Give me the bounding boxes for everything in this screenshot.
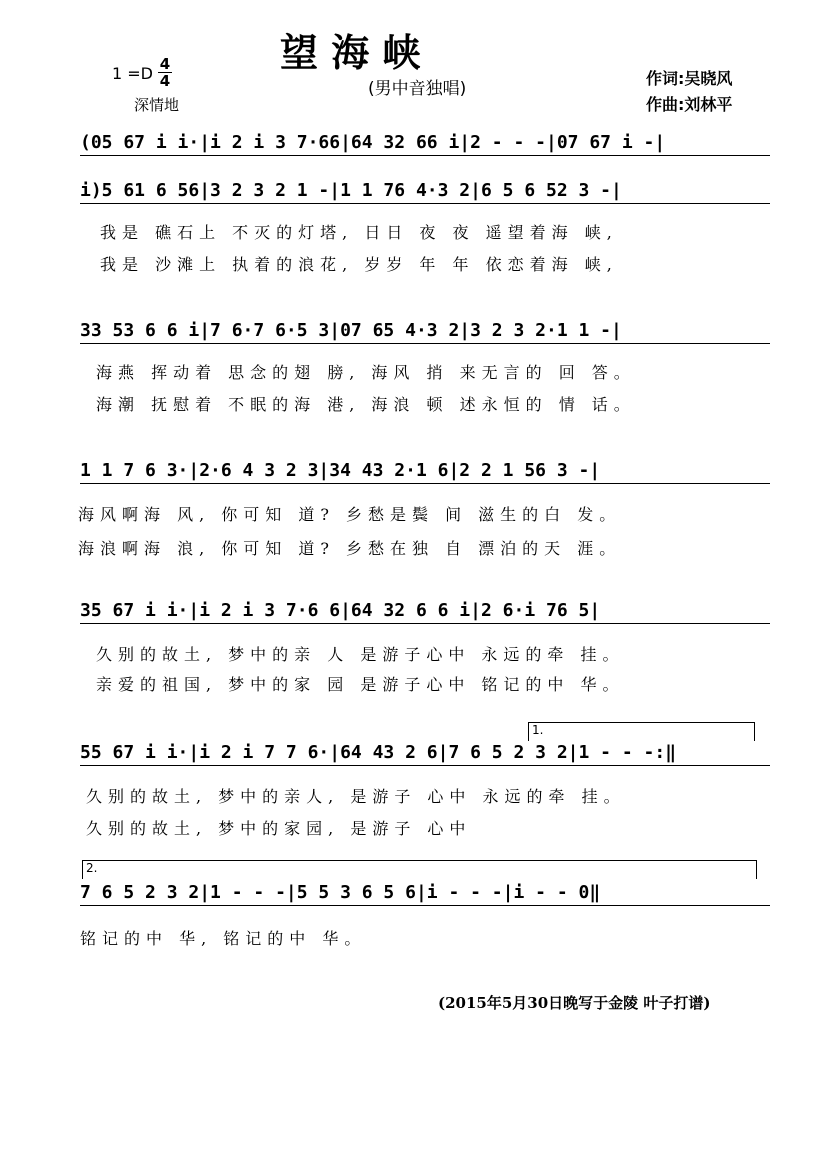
lyric-line-6-verse-1: 久别的故土, 梦中的亲人, 是游子 心中 永远的牵 挂。 (86, 787, 626, 806)
time-signature-bottom: 4 (159, 72, 171, 90)
footer-note: (2015年5月30日晚写于金陵 叶子打谱) (438, 994, 711, 1012)
notation-line-7: 7 6 5 2 3 2|1 - - -|5 5 3 6 5 6|i - - -|i - - 0‖ (80, 882, 770, 906)
time-signature (158, 56, 172, 89)
expression-mark: 深情地 (134, 96, 180, 114)
first-ending-bracket: 1. (528, 722, 755, 741)
second-ending-bracket: 2. (82, 860, 757, 879)
subtitle: (男中音独唱) (368, 79, 467, 99)
lyric-line-4-verse-1: 海风啊海 风, 你可知 道? 乡愁是鬓 间 滋生的白 发。 (78, 505, 622, 524)
lyric-line-7-verse-1: 铭记的中 华, 铭记的中 华。 (80, 929, 367, 948)
key-signature: 1 =D (112, 64, 153, 83)
song-title: 望 海 峡 (280, 30, 421, 75)
notation-line-6: 55 67 i i·|i 2 i 7 7 6·|64 43 2 6|7 6 5 2 3 2|1 - - -:‖ (80, 742, 770, 766)
lyric-line-2-verse-2: 我是 沙滩上 执着的浪花, 岁岁 年 年 依恋着海 峡, (100, 255, 618, 274)
notation-line-4: 1 1 7 6 3·|2·6 4 3 2 3|34 43 2·1 6|2 2 1 56 3 -| (80, 460, 770, 484)
lyric-line-2-verse-1: 我是 礁石上 不灭的灯塔, 日日 夜 夜 遥望着海 峡, (100, 223, 618, 242)
notation-line-5: 35 67 i i·|i 2 i 3 7·6 6|64 32 6 6 i|2 6·i 76 5| (80, 600, 770, 624)
composer-credit: 作曲:刘林平 (646, 95, 733, 114)
lyric-line-6-verse-2: 久别的故土, 梦中的家园, 是游子 心中 (86, 819, 472, 838)
lyric-line-3-verse-2: 海潮 抚慰着 不眠的海 港, 海浪 顿 述永恒的 情 话。 (96, 395, 636, 414)
notation-line-3: 33 53 6 6 i|7 6·7 6·5 3|07 65 4·3 2|3 2 3 2·1 1 -| (80, 320, 770, 344)
lyricist-credit: 作词:吴晓风 (646, 69, 733, 88)
lyric-line-3-verse-1: 海燕 挥动着 思念的翅 膀, 海风 捎 来无言的 回 答。 (96, 363, 636, 382)
time-signature-top: 4 (159, 55, 171, 73)
lyric-line-5-verse-1: 久别的故土, 梦中的亲 人 是游子心中 永远的牵 挂。 (96, 645, 625, 664)
lyric-line-4-verse-2: 海浪啊海 浪, 你可知 道? 乡愁在独 自 漂泊的天 涯。 (78, 539, 622, 558)
notation-line-2: i)5 61 6 56|3 2 3 2 1 -|1 1 76 4·3 2|6 5 6 52 3 -| (80, 180, 770, 204)
notation-line-1: (05 67 i i·|i 2 i 3 7·66|64 32 66 i|2 - - -|07 67 i -| (80, 132, 770, 156)
lyric-line-5-verse-2: 亲爱的祖国, 梦中的家 园 是游子心中 铭记的中 华。 (96, 675, 625, 694)
